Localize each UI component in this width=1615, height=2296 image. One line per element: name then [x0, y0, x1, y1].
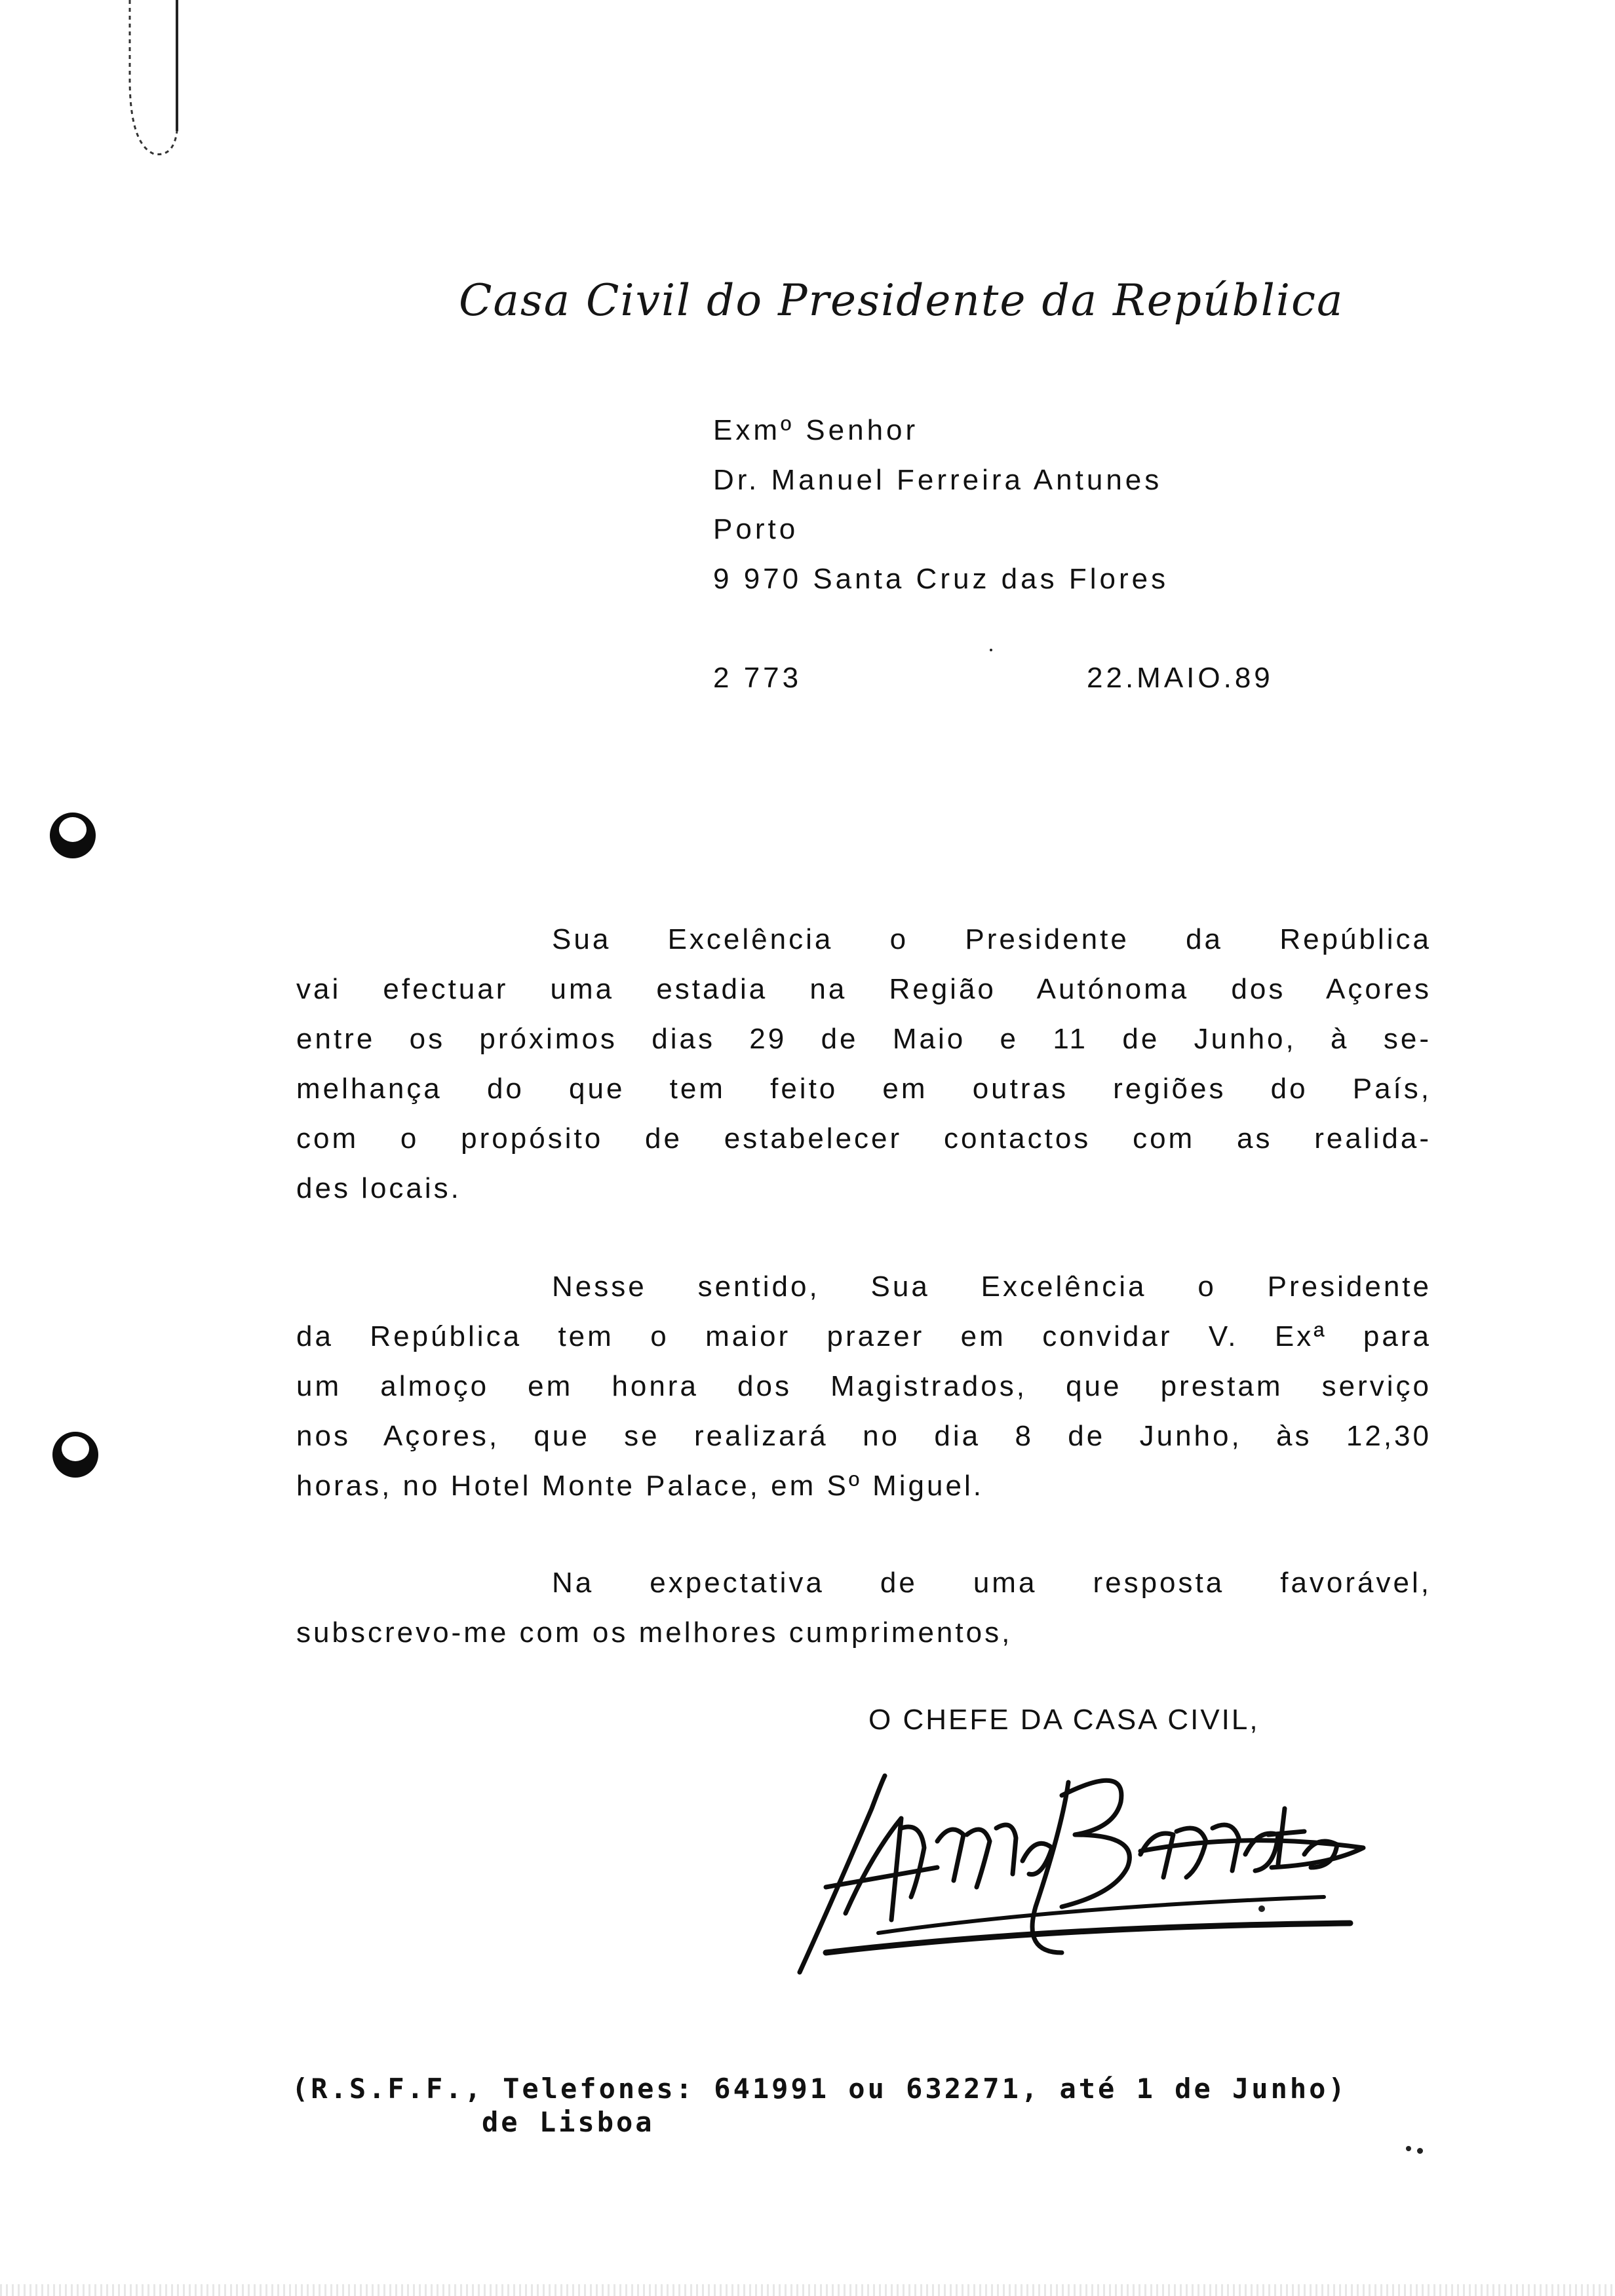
letterhead: Casa Civil do Presidente da República	[459, 275, 1344, 326]
body-line: um almoço em honra dos Magistrados, que prestam serviço	[296, 1370, 1431, 1402]
body-line: Na expectativa de uma resposta favorável,	[552, 1567, 1431, 1599]
punch-hole-icon	[52, 1432, 98, 1478]
body-line: des locais.	[296, 1172, 461, 1204]
recipient-street: Porto	[713, 513, 799, 545]
scan-speck	[1406, 2146, 1411, 2151]
recipient-name: Dr. Manuel Ferreira Antunes	[713, 464, 1163, 496]
body-line: vai efectuar uma estadia na Região Autónoma dos Açores	[296, 973, 1431, 1005]
signoff-title: O CHEFE DA CASA CIVIL,	[868, 1704, 1260, 1736]
body-line: Sua Excelência o Presidente da República	[552, 923, 1431, 955]
scan-speck	[990, 649, 992, 651]
body-line: horas, no Hotel Monte Palace, em Sº Miguel.	[296, 1470, 984, 1502]
body-line: melhança do que tem feito em outras regiões do País,	[296, 1073, 1431, 1105]
body-line: entre os próximos dias 29 de Maio e 11 de Junho, à se-	[296, 1023, 1431, 1055]
body-line: Nesse sentido, Sua Excelência o Presidente	[552, 1271, 1431, 1303]
body-line: com o propósito de estabelecer contactos com as realida-	[296, 1122, 1431, 1155]
recipient-salutation: Exmº Senhor	[713, 414, 919, 446]
handwritten-signature	[787, 1756, 1390, 1979]
footer-contact-line: (R.S.F.F., Telefones: 641991 ou 632271, até 1 de Junho)	[292, 2073, 1348, 2105]
reference-number: 2 773	[713, 662, 802, 694]
body-paragraph-3	[296, 1558, 1431, 1658]
scan-edge-noise	[0, 2284, 1615, 2296]
recipient-city: 9 970 Santa Cruz das Flores	[713, 563, 1169, 595]
punch-hole-icon	[50, 813, 96, 858]
body-paragraph-1	[296, 915, 1431, 1214]
body-line: subscrevo-me com os melhores cumprimentos,	[296, 1617, 1013, 1649]
body-paragraph-2	[296, 1262, 1431, 1511]
scan-speck	[1417, 2148, 1423, 2154]
binder-clip-mark	[125, 0, 184, 164]
letter-date: 22.MAIO.89	[1087, 662, 1274, 694]
footer-location-line: de Lisboa	[482, 2106, 655, 2138]
body-line: da República tem o maior prazer em convidar V. Exª para	[296, 1320, 1431, 1352]
body-line: nos Açores, que se realizará no dia 8 de Junho, às 12,30	[296, 1420, 1431, 1452]
